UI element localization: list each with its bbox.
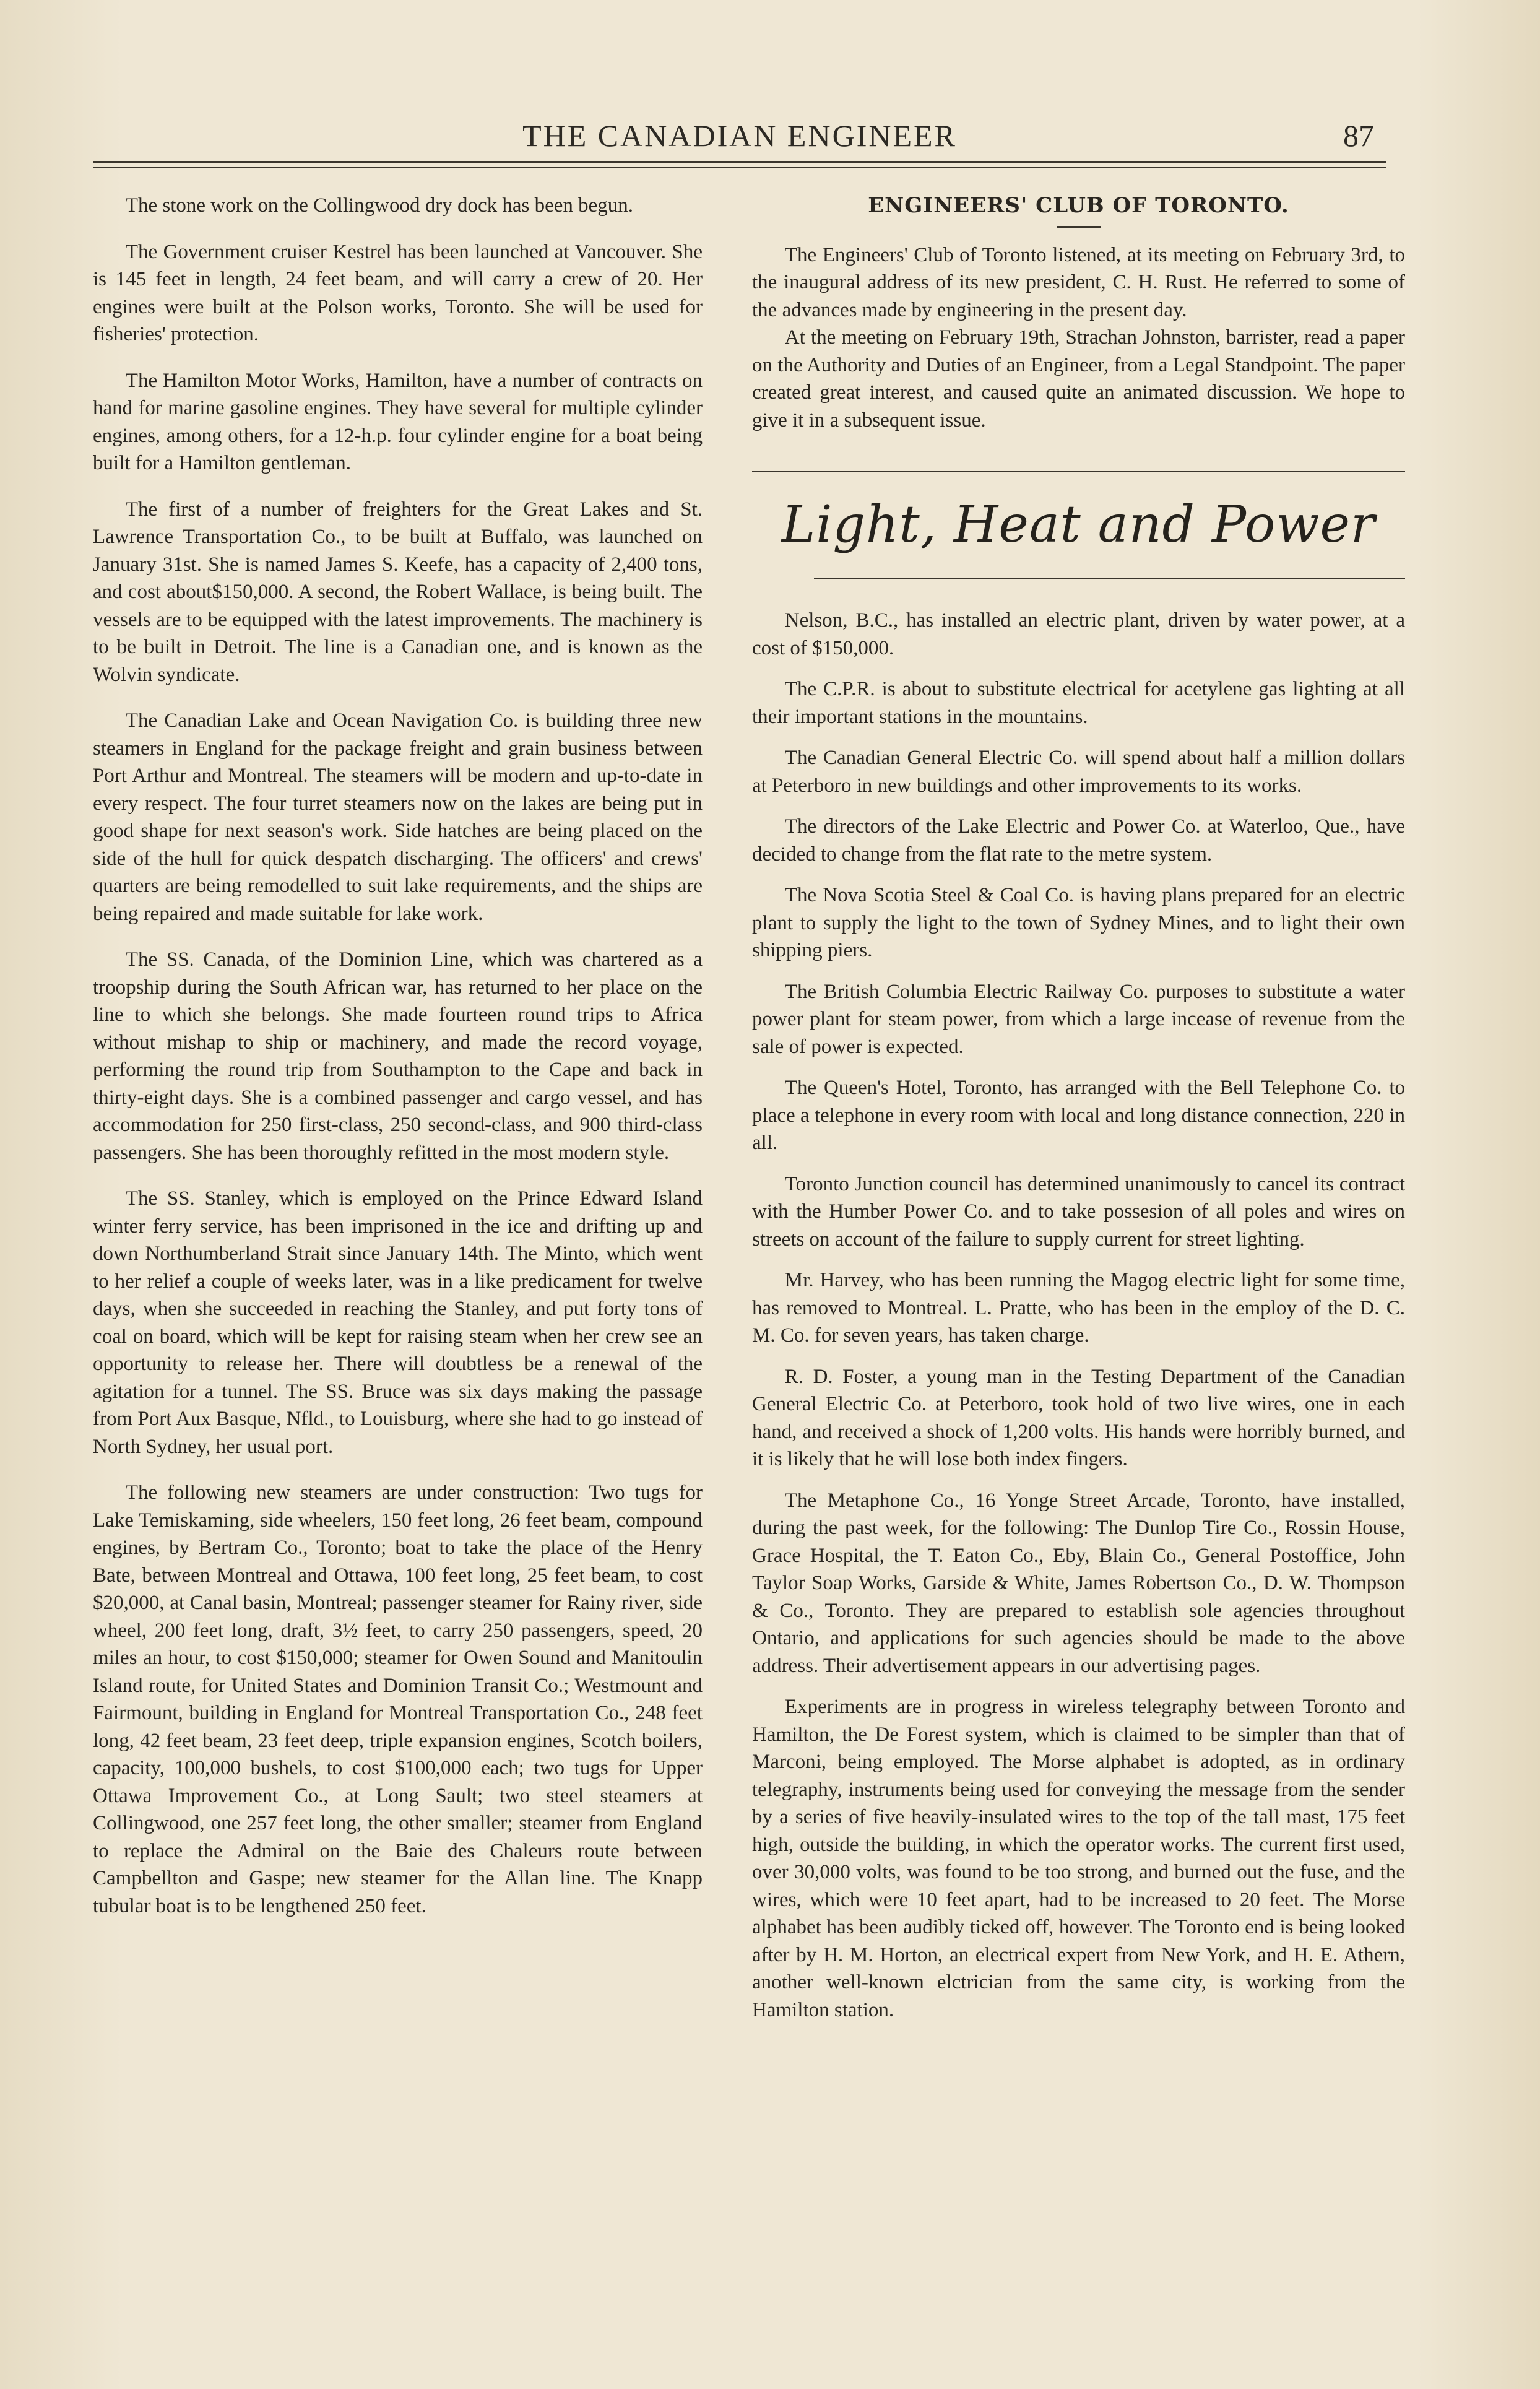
- light-heat-power-banner: [752, 472, 1405, 578]
- news-item: The British Columbia Electric Railway Co. purposes to substitute a water power plant for steam power, from which a large incease of revenue from the sale of power is expected.: [752, 980, 1405, 1058]
- news-item: The Canadian Lake and Ocean Navigation Co. is building three new steamers in England for the package freight and grain business between Port Arthur and Montreal. The steamers will be modern and up-to-date in every respect. The four turret steamers now on the lakes are being put in good shape for next season's work. Side hatches are being placed on the side of the hull for quick despatch discharging. The officers' and crews' quarters are being remodelled to suit lake requirements, and the ships are being repaired and made suitable for lake work.: [93, 709, 703, 925]
- news-item: The Queen's Hotel, Toronto, has arranged with the Bell Telephone Co. to place a telephone in every room with local and long distance connection, 220 in all.: [752, 1077, 1405, 1154]
- left-column: [93, 192, 703, 1938]
- page-number: 87: [1343, 118, 1374, 153]
- club-paragraph: At the meeting on February 19th, Strachan Johnston, barrister, read a paper on the Authority and Duties of an Engineer, from a Legal Standpoint. The paper created great interest, and caused quite an animated discussion. We hope to give it in a subsequent issue.: [752, 326, 1405, 431]
- light-heat-power-section: [752, 607, 1405, 2024]
- club-paragraph: The Engineers' Club of Toronto listened, at its meeting on February 3rd, to the inaugural address of its new president, C. H. Rust. He referred to some of the advances made by engineering in the present day.: [752, 243, 1405, 321]
- news-item: Toronto Junction council has determined unanimously to cancel its contract with the Humber Power Co. and to take possesion of all poles and wires on streets on account of the failure to supply current for street lighting.: [752, 1173, 1405, 1251]
- news-item: Experiments are in progress in wireless telegraphy between Toronto and Hamilton, the De Forest system, which is claimed to be simpler than that of Marconi, being employed. The Morse alphabet is adopted, as in ordinary telegraphy, instruments being used for conveying the message from the sender by a series of five heavily-insulated wires to the top of the tall mast, 175 feet high, outside the building, in which the operator works. The current first used, over 30,000 volts, was found to be too strong, and burned out the fuse, and the wires, which were 10 feet apart, had to be increased to 20 feet. The Morse alphabet has been audibly ticked off, however. The Toronto end is being looked after by H. M. Horton, an electrical expert from New York, and H. E. Athern, another well-known elctrician from the same city, is working from the Hamilton station.: [752, 1696, 1405, 2021]
- journal-title: THE CANADIAN ENGINEER: [522, 118, 957, 153]
- title-dash: [1057, 226, 1101, 228]
- banner-underline: [814, 578, 1405, 579]
- news-item: The following new steamers are under construction: Two tugs for Lake Temiskaming, side wheelers, 150 feet long, 26 feet beam, compound engines, by Bertram Co., Toronto; boat to take the place of the Henry Bate, between Montreal and Ottawa, 100 feet long, 25 feet beam, to cost $20,000, at Canal basin, Montreal; passenger steamer for Rainy river, side wheel, 200 feet long, draft, 3½ feet, to carry 250 passengers, speed, 20 miles an hour, to cost $150,000; steamer for Owen Sound and Manitoulin Island route, for United States and Dominion Transit Co.; Westmount and Fairmount, building in England for Montreal Transportation Co., 248 feet long, 42 feet beam, 23 feet deep, triple expansion engines, Scotch boilers, capacity, 100,000 bushels, to cost $100,000 each; two tugs for Upper Ottawa Improvement Co., at Long Sault; two steel steamers at Collingwood, one 257 feet long, the other smaller; steamer from England to replace the Admiral on the Baie des Chaleurs route between Campbellton and Gaspe; new steamer for the Allan line. The Knapp tubular boat is to be lengthened 250 feet.: [93, 1481, 703, 1917]
- news-item: The SS. Canada, of the Dominion Line, which was chartered as a troopship during the South African war, has returned to her place on the line to which she belongs. She made fourteen round trips to Africa without mishap to ship or machinery, and made the record voyage, performing the round trip from Southampton to the Cape and back in thirty-eight days. She is a combined passenger and cargo vessel, and has accommodation for 250 first-class, 250 second-class, and 900 third-class passengers. She has been thoroughly refitted in the most modern style.: [93, 948, 703, 1164]
- news-item: The directors of the Lake Electric and Power Co. at Waterloo, Que., have decided to change from the flat rate to the metre system.: [752, 815, 1405, 865]
- news-item: The stone work on the Collingwood dry dock has been begun.: [125, 194, 634, 217]
- news-item: Mr. Harvey, who has been running the Magog electric light for some time, has removed to Montreal. L. Pratte, who has been in the employ of the D. C. M. Co. for seven years, has taken charge.: [752, 1269, 1405, 1346]
- right-column: [752, 192, 1405, 2037]
- news-item: The C.P.R. is about to substitute electrical for acetylene gas lighting at all their important stations in the mountains.: [752, 678, 1405, 728]
- news-item: The Metaphone Co., 16 Yonge Street Arcade, Toronto, have installed, during the past week, for the following: The Dunlop Tire Co., Rossin House, Grace Hospital, the T. Eaton Co., Eby, Blain Co., General Postoffice, John Taylor Soap Works, Garside & White, James Robertson Co., D. W. Thompson & Co., Toronto. They are prepared to establish sole agencies throughout Ontario, and applications for such agencies should be made to the above address. Their advertisement appears in our advertising pages.: [752, 1489, 1405, 1677]
- news-item: The Hamilton Motor Works, Hamilton, have a number of contracts on hand for marine gasoline engines. They have several for multiple cylinder engines, among others, for a 12-h.p. four cylinder engine for a boat being built for a Hamilton gentleman.: [93, 369, 703, 474]
- section-title: ENGINEERS' CLUB OF TORONTO.: [868, 193, 1289, 218]
- header-rule-thin: [93, 167, 1386, 168]
- page-header: [93, 111, 1386, 161]
- news-item: Nelson, B.C., has installed an electric plant, driven by water power, at a cost of $150,000.: [752, 609, 1405, 659]
- news-item: The first of a number of freighters for the Great Lakes and St. Lawrence Transportation Co., to be built at Buffalo, was launched on January 31st. She is named James S. Keefe, has a capacity of 2,400 tons, and cost about$150,000. A second, the Robert Wallace, is being built. The vessels are to be equipped with the latest improvements. The machinery is to be built in Detroit. The line is a Canadian one, and is known as the Wolvin syndicate.: [93, 498, 703, 686]
- news-item: R. D. Foster, a young man in the Testing Department of the Canadian General Electric Co. at Peterboro, took hold of two live wires, one in each hand, and received a shock of 1,200 volts. His hands were horribly burned, and it is likely that he will lose both index fingers.: [752, 1365, 1405, 1470]
- header-rule-thick: [93, 161, 1386, 163]
- news-item: The SS. Stanley, which is employed on the Prince Edward Island winter ferry service, has been imprisoned in the ice and drifting up and down Northumberland Strait since January 14th. The Minto, which went to her relief a couple of weeks later, was in a like predicament for twelve days, when she succeeded in reaching the Stanley, and put forty tons of coal on board, which will be kept for raising steam when her crew see an opportunity to release her. There will doubtless be a renewal of the agitation for a tunnel. The SS. Bruce was six days making the passage from Port Aux Basque, Nfld., to Louisburg, where she had to go instead of North Sydney, her usual port.: [93, 1187, 703, 1458]
- engineers-club-section: [752, 192, 1405, 434]
- news-item: The Canadian General Electric Co. will spend about half a million dollars at Peterboro in new buildings and other improvements to its works.: [752, 747, 1405, 797]
- news-item: The Nova Scotia Steel & Coal Co. is having plans prepared for an electric plant to supply the light to the town of Sydney Mines, and to light their own shipping piers.: [752, 884, 1405, 961]
- news-item: The Government cruiser Kestrel has been launched at Vancouver. She is 145 feet in length, 24 feet beam, and will carry a crew of 20. Her engines were built at the Polson works, Toronto. She will be used for fisheries' protection.: [93, 240, 703, 345]
- banner-title: Light, Heat and Power: [781, 495, 1376, 554]
